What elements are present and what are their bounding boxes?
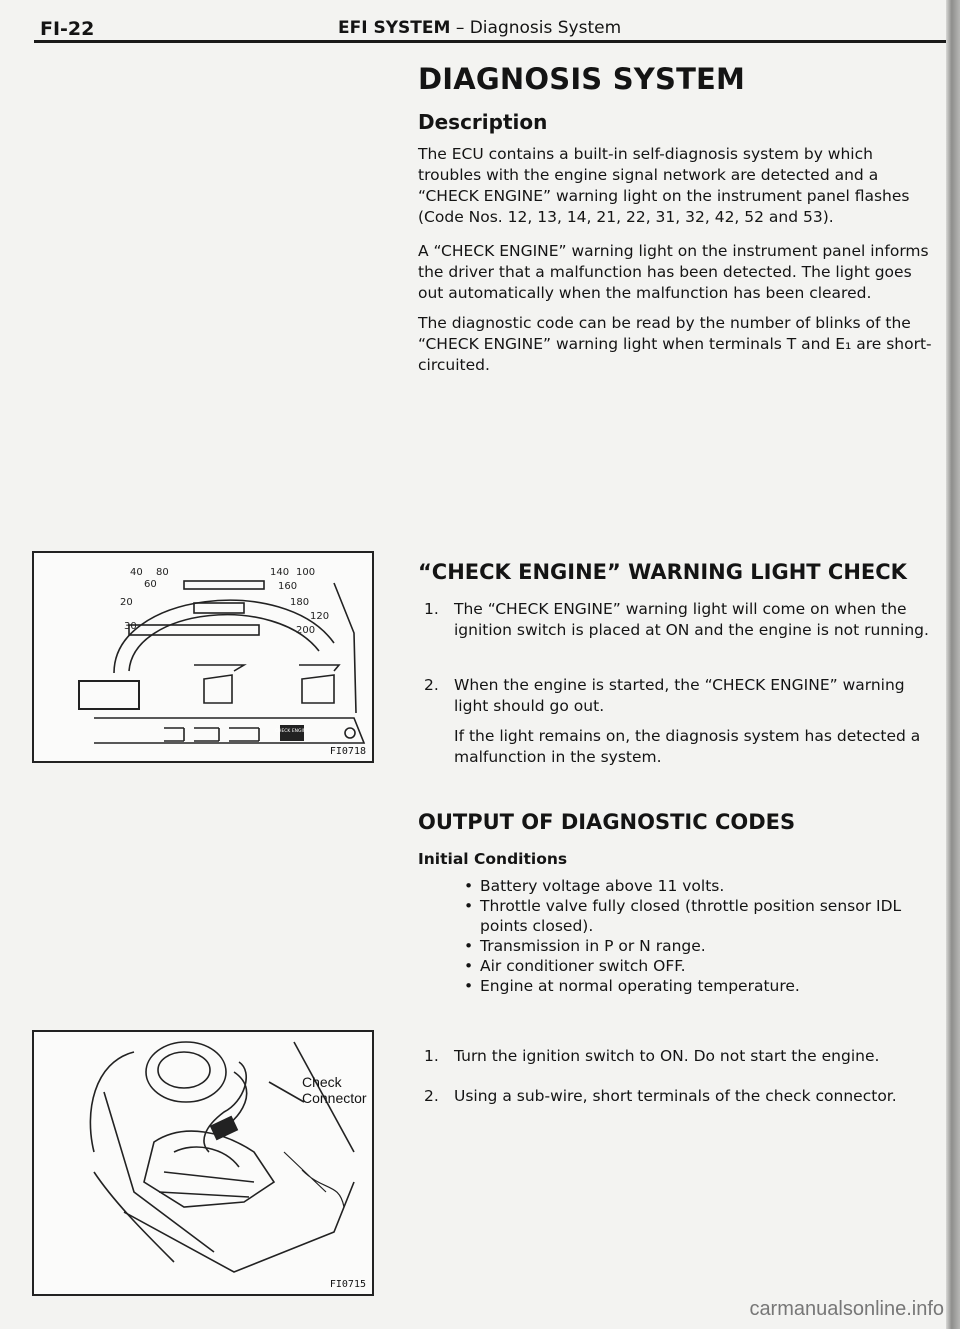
watermark: carmanualsonline.info (749, 1298, 944, 1320)
page-code: FI-22 (40, 18, 95, 40)
condition-item: • Battery voltage above 11 volts. (464, 876, 934, 896)
speed-label-120: 120 (310, 611, 330, 622)
output-step-1-num: 1. (424, 1047, 439, 1065)
lamp-text: CHECK ENGINE (274, 729, 310, 734)
check-connector-figure (32, 1030, 374, 1296)
output-heading: OUTPUT OF DIAGNOSTIC CODES (418, 810, 796, 834)
output-step-2-text: Using a sub-wire, short terminals of the check connector. (454, 1087, 897, 1105)
output-step-2-num: 2. (424, 1087, 439, 1105)
check-item-1 (424, 599, 934, 641)
condition-item: • Engine at normal operating temperature. (464, 976, 934, 996)
speed-label-200: 200 (296, 625, 316, 636)
output-step-2 (424, 1086, 939, 1107)
output-step-1-text: Turn the ignition switch to ON. Do not start the engine. (454, 1047, 880, 1065)
speed-label-160: 160 (278, 581, 298, 592)
check-item-1-num: 1. (424, 600, 439, 618)
figure-id-fi0718: FI0718 (329, 746, 366, 757)
output-step-1 (424, 1046, 939, 1067)
instrument-panel-drawing (34, 553, 372, 761)
condition-item: • Air conditioner switch OFF. (464, 956, 934, 976)
running-header (338, 18, 621, 38)
engine-bay-drawing (34, 1032, 372, 1294)
instrument-panel-figure (32, 551, 374, 763)
header-rule (34, 40, 946, 43)
page-binding-edge (946, 0, 960, 1329)
check-connector-callout: Check Connector (302, 1074, 367, 1106)
speed-label-100: 100 (296, 567, 316, 578)
check-item-1-text: The “CHECK ENGINE” warning light will come on when the ignition switch is placed at ON and the engine is not running. (454, 600, 929, 639)
check-item-2-text: When the engine is started, the “CHECK ENGINE” warning light should go out. (454, 676, 905, 715)
speed-label-80: 80 (156, 567, 169, 578)
condition-item: • Throttle valve fully closed (throttle position sensor IDL points closed). (464, 896, 934, 936)
check-engine-heading: “CHECK ENGINE” WARNING LIGHT CHECK (418, 560, 907, 584)
speed-label-20: 20 (120, 597, 133, 608)
header-separator: – (455, 18, 465, 38)
speed-label-40: 40 (130, 567, 143, 578)
check-item-2-num: 2. (424, 676, 439, 694)
description-paragraph-2: A “CHECK ENGINE” warning light on the instrument panel informs the driver that a malfunction has been detected. The light goes out automatically when the malfunction has been cleared. (418, 242, 929, 302)
description-paragraph-3: The diagnostic code can be read by the number of blinks of the “CHECK ENGINE” warning light when terminals T and E₁ are short-circuited. (418, 314, 932, 374)
check-note: If the light remains on, the diagnosis system has detected a malfunction in the system. (454, 727, 921, 766)
page-title: DIAGNOSIS SYSTEM (418, 62, 746, 96)
initial-conditions-list (464, 876, 934, 996)
speed-label-140: 140 (270, 567, 290, 578)
condition-item: • Transmission in P or N range. (464, 936, 934, 956)
description-paragraph-1: The ECU contains a built-in self-diagnosis system by which troubles with the engine signal network are detected and a “CHECK ENGINE” warning light on the instrument panel flashes (Code Nos. 12, 13, 14, 21, 22, 31, 32, 42, 52 and 53). (418, 145, 910, 226)
speed-label-60: 60 (144, 579, 157, 590)
figure-id-fi0715: FI0715 (329, 1279, 366, 1290)
header-section: EFI SYSTEM (338, 18, 451, 38)
speed-label-30: 30 (124, 621, 137, 632)
initial-conditions-heading: Initial Conditions (418, 850, 568, 868)
speed-label-180: 180 (290, 597, 310, 608)
description-heading: Description (418, 110, 548, 134)
header-subsection: Diagnosis System (469, 18, 622, 38)
check-item-2 (424, 675, 934, 717)
